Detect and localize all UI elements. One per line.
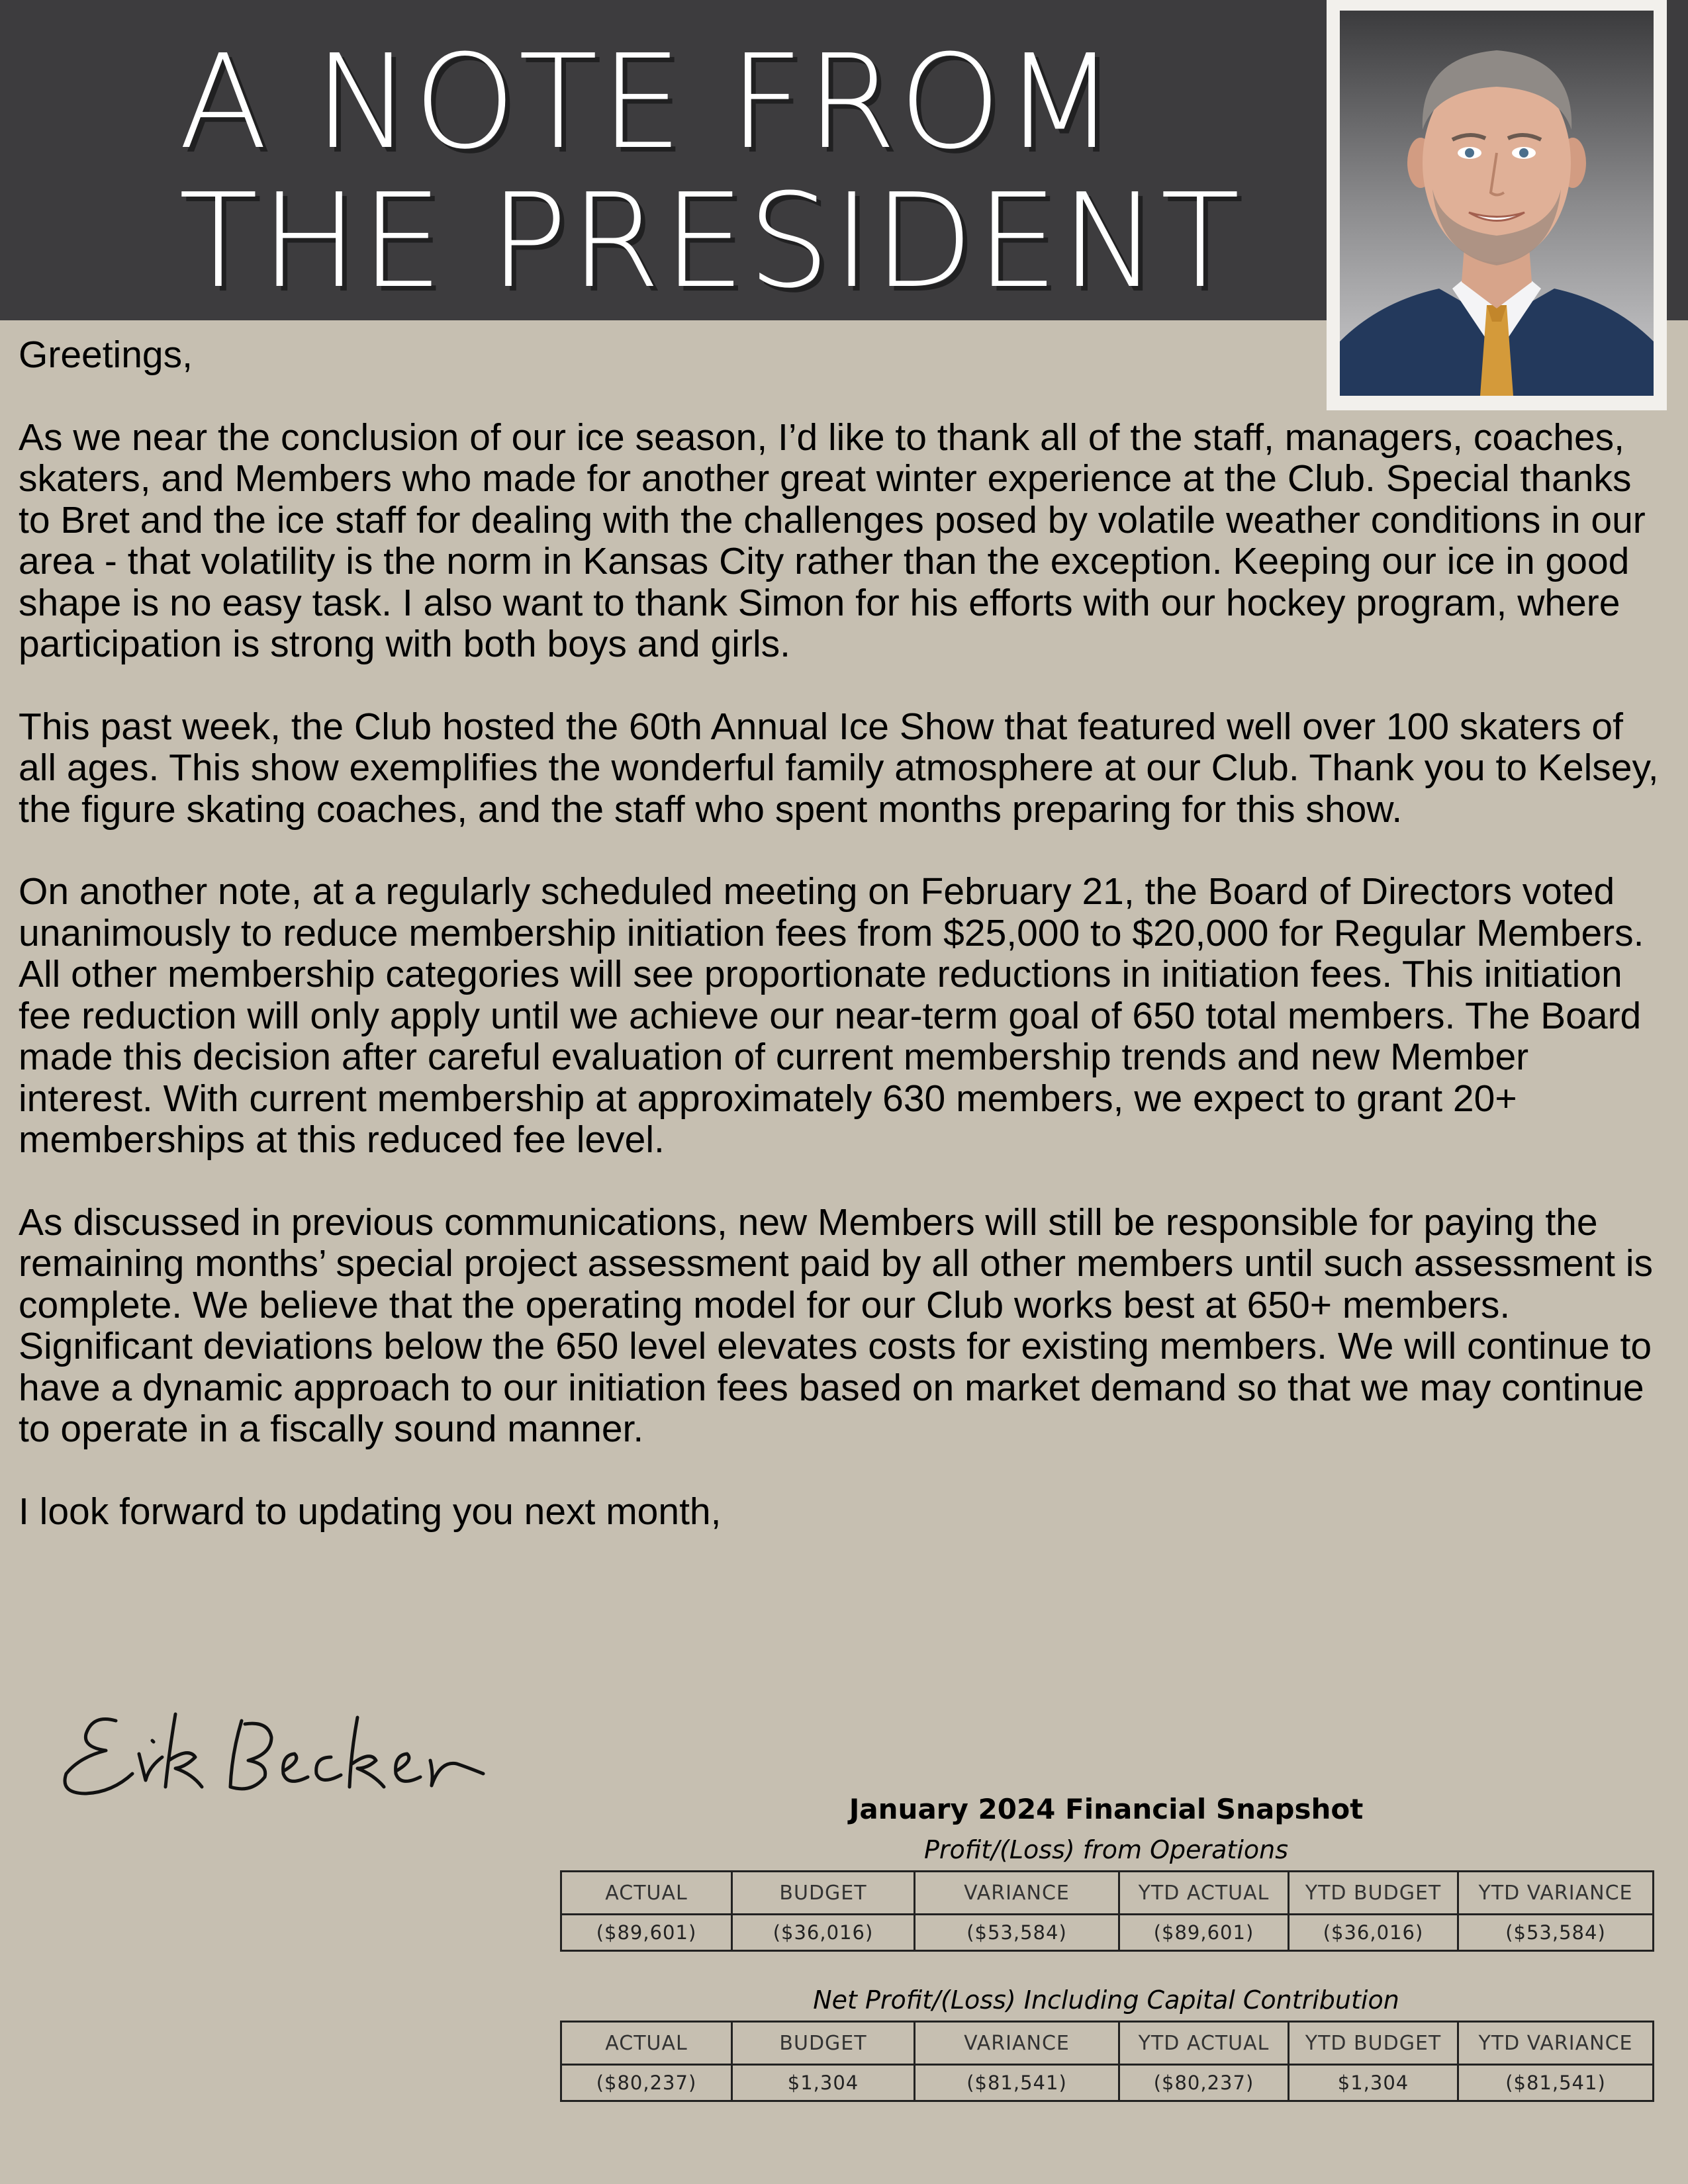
value-cell: ($80,237) xyxy=(1119,2065,1289,2101)
paragraph-assessment: As discussed in previous communications, new Members will still be responsible for paying the remaining months’ special project assessment paid by all other members until such assessment is complete. We believe that the operating model for our Club works best at 650+ members. Significant deviations below the 650 level elevates costs for existing members. We will continue to have a dynamic approach to our initiation fees based on market demand so that we may continue to operate in a fiscally sound manner. xyxy=(19,1201,1653,1450)
table-row xyxy=(561,2065,1654,2101)
table-header-row xyxy=(561,1872,1654,1915)
paragraph-ice-season: As we near the conclusion of our ice season, I’d like to thank all of the staff, managers, coaches, skaters, and Members who made for another great winter experience at the Club. Special thanks to Bret and the ice staff for dealing with the challenges posed by volatile weather conditions in our area - that volatility is the norm in Kansas City rather than the exception. Keeping our ice in good shape is no easy task. I also want to thank Simon for his efforts with our hockey program, where participation is strong with both boys and girls. xyxy=(19,416,1646,665)
value-cell: ($89,601) xyxy=(1119,1915,1289,1951)
header-cell: YTD ACTUAL xyxy=(1119,2022,1289,2065)
value-cell: ($53,584) xyxy=(1458,1915,1654,1951)
header-cell: ACTUAL xyxy=(561,2022,732,2065)
greeting: Greetings, xyxy=(19,334,193,376)
header-cell: BUDGET xyxy=(732,1872,915,1915)
value-cell: ($81,541) xyxy=(915,2065,1119,2101)
header-cell: ACTUAL xyxy=(561,1872,732,1915)
financial-snapshot-title: January 2024 Financial Snapshot xyxy=(849,1793,1364,1825)
title-line-1: A NOTE FROM xyxy=(179,27,1119,178)
closing-line: I look forward to updating you next month, xyxy=(19,1490,722,1533)
header-cell: YTD BUDGET xyxy=(1289,2022,1458,2065)
value-cell: ($89,601) xyxy=(561,1915,732,1951)
header-cell: VARIANCE xyxy=(915,1872,1119,1915)
value-cell: ($53,584) xyxy=(915,1915,1119,1951)
value-cell: $1,304 xyxy=(732,2065,915,2101)
letter-body xyxy=(19,334,1667,1573)
paragraph-initiation-fees: On another note, at a regularly scheduled meeting on February 21, the Board of Directors voted unanimously to reduce membership initiation fees from $25,000 to $20,000 for Regular Members. All other membership categories will see proportionate reductions in initiation fees. This initiation fee reduction will only apply until we achieve our near-term goal of 650 total members. The Board made this decision after careful evaluation of current membership trends and new Member interest. With current membership at approximately 630 members, we expect to grant 20+ memberships at this reduced fee level. xyxy=(19,870,1644,1161)
header-cell: YTD VARIANCE xyxy=(1458,2022,1654,2065)
financial-snapshot xyxy=(560,1787,1652,2102)
table-row xyxy=(561,1915,1654,1951)
value-cell: ($36,016) xyxy=(1289,1915,1458,1951)
signature xyxy=(53,1694,516,1813)
title-line-2: THE PRESIDENT xyxy=(179,166,1243,317)
header-cell: YTD BUDGET xyxy=(1289,1872,1458,1915)
header-cell: VARIANCE xyxy=(915,2022,1119,2065)
table-1-subtitle: Profit/(Loss) from Operations xyxy=(923,1835,1289,1864)
paragraph-ice-show: This past week, the Club hosted the 60th Annual Ice Show that featured well over 100 skaters of all ages. This show exemplifies the wonderful family atmosphere at our Club. Thank you to Kelsey, the figure skating coaches, and the staff who spent months preparing for this show. xyxy=(19,705,1659,831)
header-cell: YTD ACTUAL xyxy=(1119,1872,1289,1915)
value-cell: ($80,237) xyxy=(561,2065,732,2101)
net-profit-table xyxy=(560,2021,1654,2102)
table-2-subtitle: Net Profit/(Loss) Including Capital Contribution xyxy=(813,1985,1399,2015)
signature-drawing xyxy=(53,1694,516,1813)
value-cell: ($36,016) xyxy=(732,1915,915,1951)
value-cell: ($81,541) xyxy=(1458,2065,1654,2101)
page-title xyxy=(179,27,1243,317)
value-cell: $1,304 xyxy=(1289,2065,1458,2101)
operations-table xyxy=(560,1870,1654,1952)
header-cell: BUDGET xyxy=(732,2022,915,2065)
table-header-row xyxy=(561,2022,1654,2065)
header-cell: YTD VARIANCE xyxy=(1458,1872,1654,1915)
